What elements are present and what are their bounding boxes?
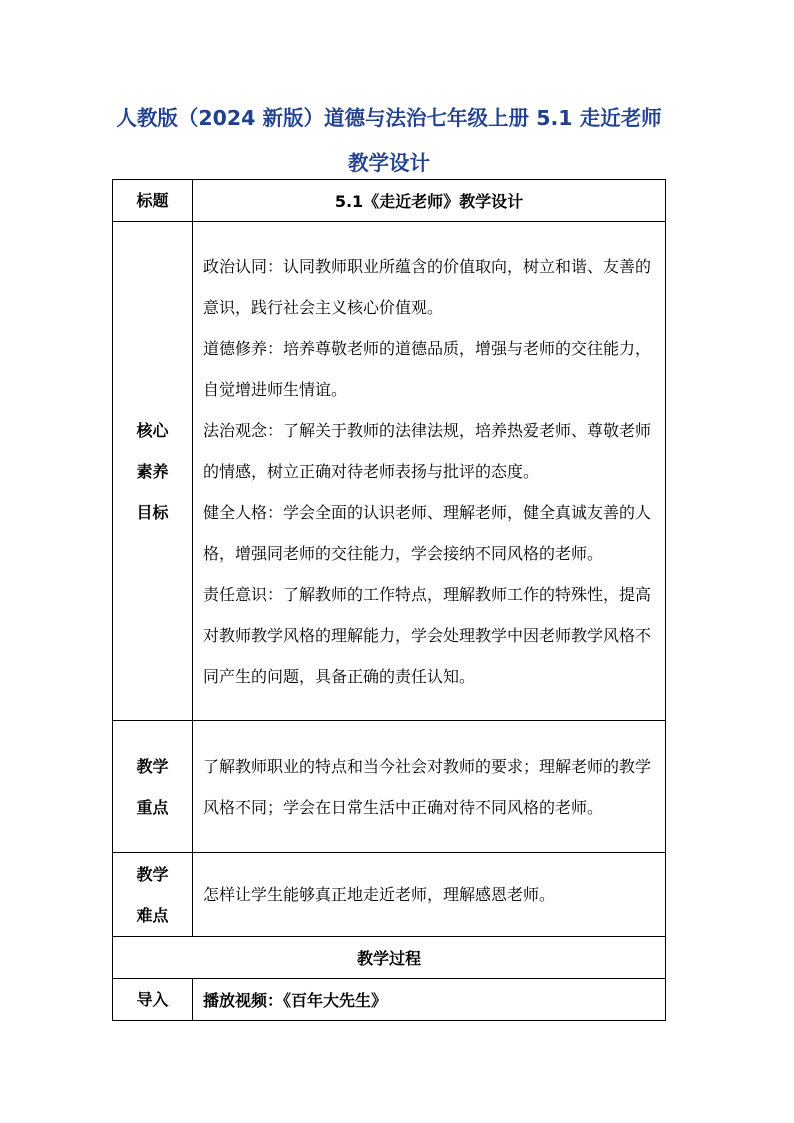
- goal-moral-cultivation: 道德修养：培养尊敬老师的道德品质，增强与老师的交往能力，自觉增进师生情谊。: [203, 338, 652, 399]
- difficulties-content: 怎样让学生能够真正地走近老师，理解感恩老师。: [193, 853, 666, 937]
- difficulties-label: [113, 853, 193, 937]
- intro-content: 播放视频：《百年大先生》: [193, 979, 666, 1021]
- title-row: [113, 180, 666, 222]
- process-header-row: [113, 937, 666, 979]
- goal-sound-personality: 健全人格：学会全面的认识老师、理解老师，健全真诚友善的人格，增强同老师的交往能力，学会接纳不同风格的老师。: [203, 502, 652, 563]
- goal-responsibility: 责任意识：了解教师的工作特点，理解教师工作的特殊性，提高对教师教学风格的理解能力，学会处理教学中因老师教学风格不同产生的问题，具备正确的责任认知。: [203, 584, 652, 686]
- title-label: 标题: [113, 180, 193, 222]
- key-points-row: [113, 721, 666, 853]
- intro-label: 导入: [113, 979, 193, 1021]
- core-goals-content: [193, 222, 666, 721]
- key-points-label: [113, 721, 193, 853]
- key-points-content: 了解教师职业的特点和当今社会对教师的要求；理解老师的教学风格不同；学会在日常生活中正确对待不同风格的老师。: [193, 721, 666, 853]
- goal-political-identity: 政治认同：认同教师职业所蕴含的价值取向，树立和谐、友善的意识，践行社会主义核心价值观。: [203, 256, 652, 317]
- title-value: 5.1《走近老师》教学设计: [193, 180, 666, 222]
- core-goals-row: [113, 222, 666, 721]
- core-goals-label-text: 核心素养目标: [136, 420, 169, 522]
- intro-row: [113, 979, 666, 1021]
- difficulties-row: [113, 853, 666, 937]
- document-title: 人教版（2024 新版）道德与法治七年级上册 5.1 走近老师 教学设计: [116, 106, 662, 175]
- difficulties-label-text: 教学难点: [136, 864, 169, 925]
- key-points-label-text: 教学重点: [136, 756, 169, 817]
- process-header: 教学过程: [113, 937, 666, 979]
- core-goals-label: [113, 222, 193, 721]
- lesson-plan-table: [112, 179, 666, 1021]
- goal-rule-of-law: 法治观念：了解关于教师的法律法规，培养热爱老师、尊敬老师的情感，树立正确对待老师表扬与批评的态度。: [203, 420, 652, 481]
